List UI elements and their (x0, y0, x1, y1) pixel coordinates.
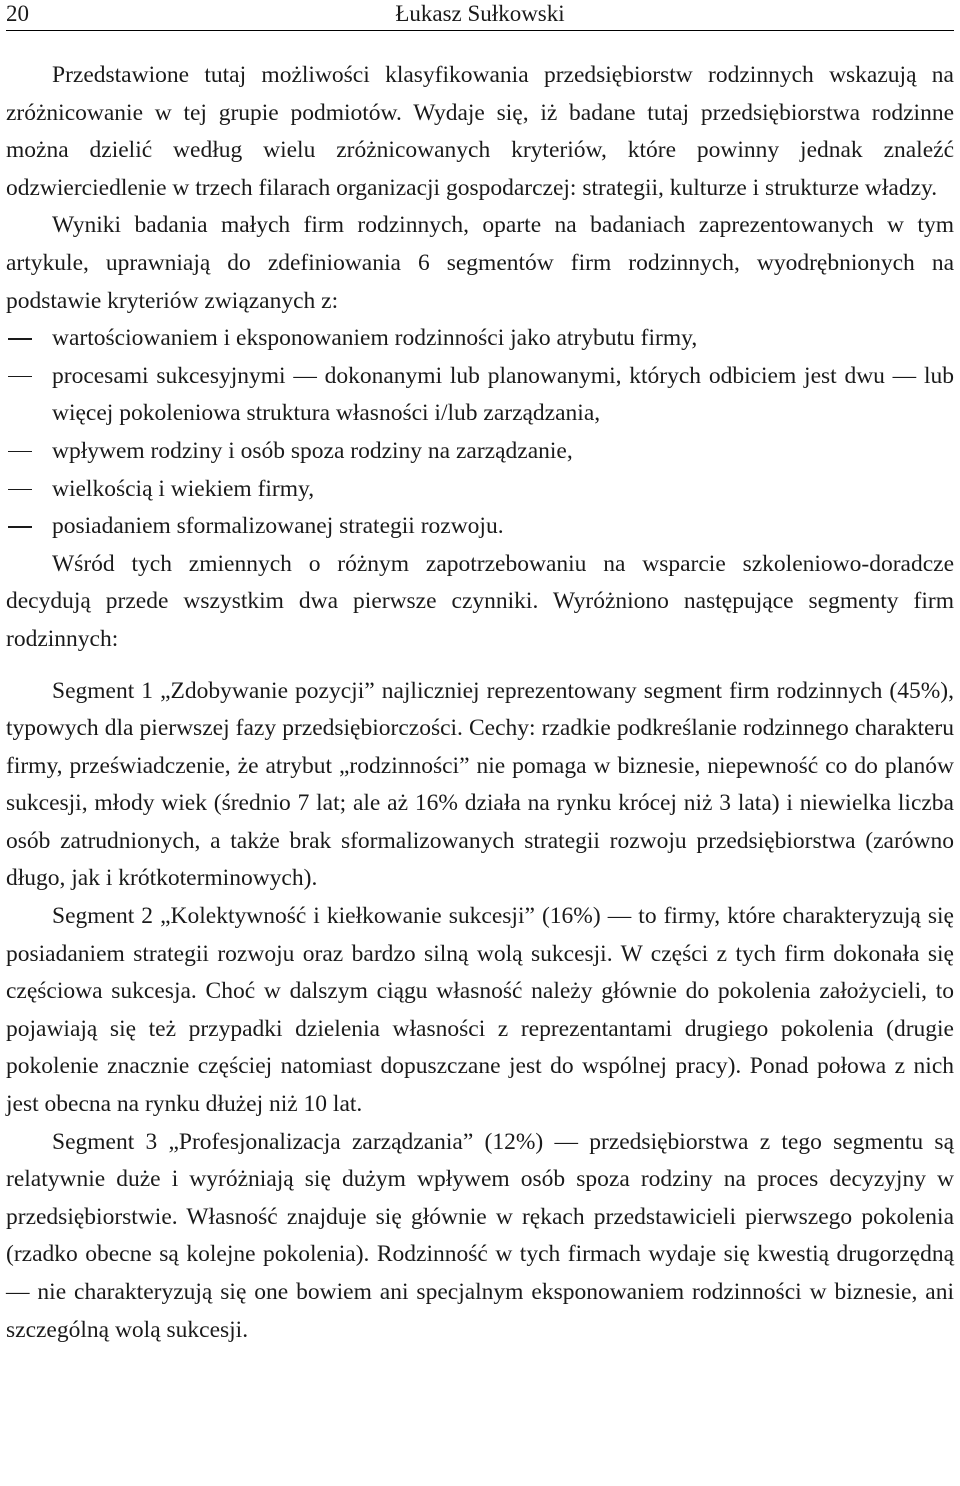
list-item-text: wielkością i wiekiem firmy, (52, 475, 315, 502)
criteria-list (6, 320, 954, 546)
list-item-text: procesami sukcesyjnymi — dokonanymi lub planowanymi, których odbiciem jest dwu — lub więcej pokoleniowa struktura własności i/lub zarządzania, (52, 362, 954, 427)
paragraph-study-results: Wyniki badania małych firm rodzinnych, oparte na badaniach zaprezentowanych w tym artykule, uprawniają do zdefiniowania 6 segmentów firm rodzinnych, wyodrębnionych na podstawie kryteriów związanych z: (6, 212, 954, 314)
list-item (6, 358, 954, 433)
dash-bullet-icon (8, 489, 32, 491)
paragraph-intro: Przedstawione tutaj możliwości klasyfikowania przedsiębiorstw rodzinnych wskazują na zróżnicowanie w tej grupie podmiotów. Wydaje się, iż badane tutaj przedsiębiorstwa rodzinne można dzielić według wielu zróżnicowanych kryteriów, które powinny jednak znaleźć odzwierciedlenie w trzech filarach organizacji gospodarczej: strategii, kulturze i strukturze władzy. (6, 62, 954, 201)
dash-bullet-icon (8, 338, 32, 340)
list-item (6, 433, 954, 471)
dash-bullet-icon (8, 451, 32, 453)
paragraph-segments-intro: Wśród tych zmiennych o różnym zapotrzebowaniu na wsparcie szkoleniowo-doradcze decydują przede wszystkim dwa pierwsze czynniki. Wyróżniono następujące segmenty firm rodzinnych: (6, 550, 954, 652)
dash-bullet-icon (8, 526, 32, 528)
list-item-text: wpływem rodziny i osób spoza rodziny na zarządzanie, (52, 437, 573, 464)
paragraph-segment-2: Segment 2 „Kolektywność i kiełkowanie sukcesji” (16%) — to firmy, które charakteryzują się posiadaniem strategii rozwoju oraz bardzo silną wolą sukcesji. W części z tych firm dokonała się częściowa sukcesja. Choć w dalszym ciągu własność należy głównie do pokolenia założycieli, to pojawiają się też przypadki dzielenia własności z reprezentantami drugiego pokolenia (drugie pokolenie znacznie częściej natomiast dopuszczane jest do wspólnej pracy). Ponad połowa z nich jest obecna na rynku dłużej niż 10 lat. (6, 903, 954, 1118)
list-item (6, 471, 954, 509)
body-text (6, 57, 954, 1349)
paragraph-segment-1: Segment 1 „Zdobywanie pozycji” najliczniej reprezentowany segment firm rodzinnych (45%), typowych dla pierwszej fazy przedsiębiorczości. Cechy: rzadkie podkreślanie rodzinnego charakteru firmy, przeświadczenie, że atrybut „rodzinności” nie pomaga w biznesie, niepewność co do planów sukcesji, młody wiek (średnio 7 lat; ale aż 16% działa na rynku krócej niż 3 lata) i niewielka liczba osób zatrudnionych, a także brak sformalizowanych strategii rozwoju przedsiębiorstwa (zarówno długo, jak i krótkoterminowych). (6, 677, 954, 892)
running-header (6, 0, 954, 31)
list-item (6, 508, 954, 546)
paragraph-segment-3: Segment 3 „Profesjonalizacja zarządzania” (12%) — przedsiębiorstwa z tego segmentu są relatywnie duże i wyróżniają się dużym wpływem osób spoza rodziny na proces decyzyjny w przedsiębiorstwie. Własność znajduje się głównie w rękach przedstawicieli pierwszego pokolenia (rzadko obecne są kolejne pokolenia). Rodzinność w tych firmach wydaje się kwestią drugorzędną — nie charakteryzują się one bowiem ani specjalnym eksponowaniem rodzinności w biznesie, ani szczególną wolą sukcesji. (6, 1128, 954, 1343)
list-item-text: wartościowaniem i eksponowaniem rodzinności jako atrybutu firmy, (52, 325, 698, 352)
list-item (6, 320, 954, 358)
dash-bullet-icon (8, 376, 32, 378)
page-number: 20 (6, 1, 29, 26)
running-header-author: Łukasz Sułkowski (395, 1, 565, 26)
list-item-text: posiadaniem sformalizowanej strategii rozwoju. (52, 513, 504, 540)
